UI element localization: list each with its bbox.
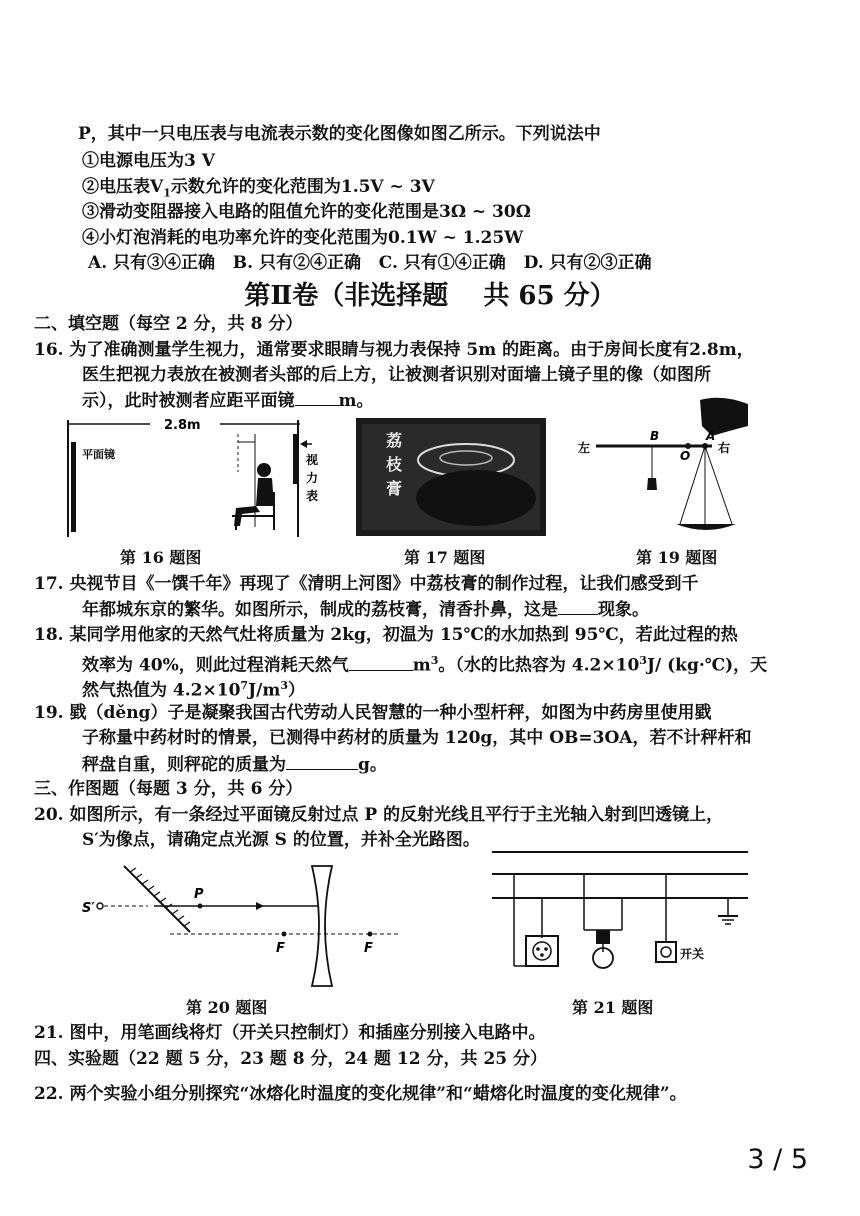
figure-21	[484, 846, 756, 986]
fig19-point-b: B	[650, 429, 660, 443]
fig19-point-a: A	[706, 429, 716, 443]
q17-answer-blank[interactable]	[558, 598, 598, 615]
q17-line-1: 17. 央视节目《一馔千年》再现了《清明上河图》中荔枝膏的制作过程，让我们感受到千	[34, 574, 699, 594]
q17-line-2: 年都城东京的繁华。如图所示，制成的荔枝膏，清香扑鼻，这是 现象。	[82, 600, 649, 620]
part2-title: 第Ⅱ卷（非选择题 共 65 分）	[244, 281, 616, 311]
fig17-caption: 第 17 题图	[404, 548, 486, 567]
section-3-heading: 三、作图题（每题 3 分，共 6 分）	[34, 779, 303, 799]
q19-line-2: 子称量中药材时的情景，已测得中药材的质量为 120g，其中 OB=3OA，若不计秤杆和	[82, 728, 752, 748]
q22-text: 22. 两个实验小组分别探究“冰熔化时温度的变化规律”和“蜡熔化时温度的变化规律”。	[34, 1084, 687, 1104]
q20-line-2: S′为像点，请确定点光源 S 的位置，并补全光路图。	[82, 830, 480, 850]
fig20-image-point: S′	[82, 901, 95, 916]
q15-statement-4: ④小灯泡消耗的电功率允许的变化范围为0.1W ~ 1.25W	[82, 228, 524, 248]
fig16-mirror-label: 平面镜	[82, 448, 115, 461]
fig20-point-p: P	[194, 887, 204, 902]
q18-line-1: 18. 某同学用他家的天然气灶将质量为 2kg，初温为 15℃的水加热到 95℃，若此过程的热	[34, 625, 738, 645]
figure-17	[356, 418, 546, 536]
fig19-caption: 第 19 题图	[636, 548, 718, 567]
section-4-heading: 四、实验题（22 题 5 分，23 题 8 分，24 题 12 分，共 25 分）	[34, 1049, 548, 1069]
section-2-heading: 二、填空题（每空 2 分，共 8 分）	[34, 314, 303, 334]
fig16-caption: 第 16 题图	[120, 548, 202, 567]
fig16-chart-label-1: 视	[306, 453, 319, 467]
fig19-point-o: O	[680, 449, 691, 463]
q19-answer-blank[interactable]	[286, 753, 358, 770]
q16-line-1: 16. 为了准确测量学生视力，通常要求眼睛与视力表保持 5m 的距离。由于房间长度有2.8m，	[34, 340, 754, 360]
fig20-caption: 第 20 题图	[186, 998, 268, 1017]
q18-line-3: 然气热值为 $4.2\times 10^7J/m^3$）	[82, 679, 305, 701]
q16-answer-blank[interactable]	[295, 389, 339, 406]
fig20-focus-right: F	[364, 941, 373, 956]
fig16-chart-label-2: 力	[306, 471, 319, 485]
figure-19	[572, 396, 762, 546]
fig16-dimension-label: 2.8m	[164, 418, 201, 433]
q19-line-1: 19. 戥（děng）子是凝聚我国古代劳动人民智慧的一种小型杆秤，如图为中药房里使用戥	[34, 703, 712, 723]
q16-line-3: 示），此时被测者应距平面镜 m。	[82, 391, 374, 411]
q19-line-3: 秤盘自重，则秤砣的质量为 g。	[82, 755, 387, 775]
q20-line-1: 20. 如图所示，有一条经过平面镜反射过点 P 的反射光线且平行于主光轴入射到凹透镜上，	[34, 805, 724, 825]
page-number: 3 / 5	[747, 1144, 808, 1175]
fig20-focus-left: F	[276, 941, 285, 956]
fig17-char-3: 膏	[386, 479, 403, 498]
figure-16	[60, 412, 330, 542]
fig17-char-1: 荔	[386, 431, 403, 450]
fig19-right-label: 右	[718, 441, 731, 455]
q15-statement-1: ①电源电压为3 V	[82, 151, 215, 171]
fig21-caption: 第 21 题图	[572, 998, 654, 1017]
q18-answer-blank[interactable]	[349, 654, 413, 671]
fig17-char-2: 枝	[386, 455, 403, 474]
q15-options: A. 只有③④正确 B. 只有②④正确 C. 只有①④正确 D. 只有②③正确	[88, 253, 652, 273]
figure-20	[78, 860, 418, 992]
q16-line-2: 医生把视力表放在被测者头部的后上方，让被测者识别对面墙上镜子里的像（如图所	[82, 365, 711, 385]
q15-intro: P，其中一只电压表与电流表示数的变化图像如图乙所示。下列说法中	[78, 124, 601, 144]
q18-line-2: 效率为 40%，则此过程消耗天然气 $m^3$。（水的比热容为 $4.2\times 10^3J/$ (kg·℃)，天	[82, 654, 768, 676]
q15-statement-3: ③滑动变阻器接入电路的阻值允许的变化范围是3Ω ~ 30Ω	[82, 202, 531, 222]
q21-text: 21. 图中，用笔画线将灯（开关只控制灯）和插座分别接入电路中。	[34, 1023, 546, 1043]
fig16-chart-label-3: 表	[306, 489, 319, 503]
q15-statement-2: ②电压表$V_1$示数允许的变化范围为1.5V ~ 3V	[82, 177, 435, 200]
fig21-switch-label: 开关	[680, 947, 705, 961]
fig19-left-label: 左	[578, 441, 591, 455]
